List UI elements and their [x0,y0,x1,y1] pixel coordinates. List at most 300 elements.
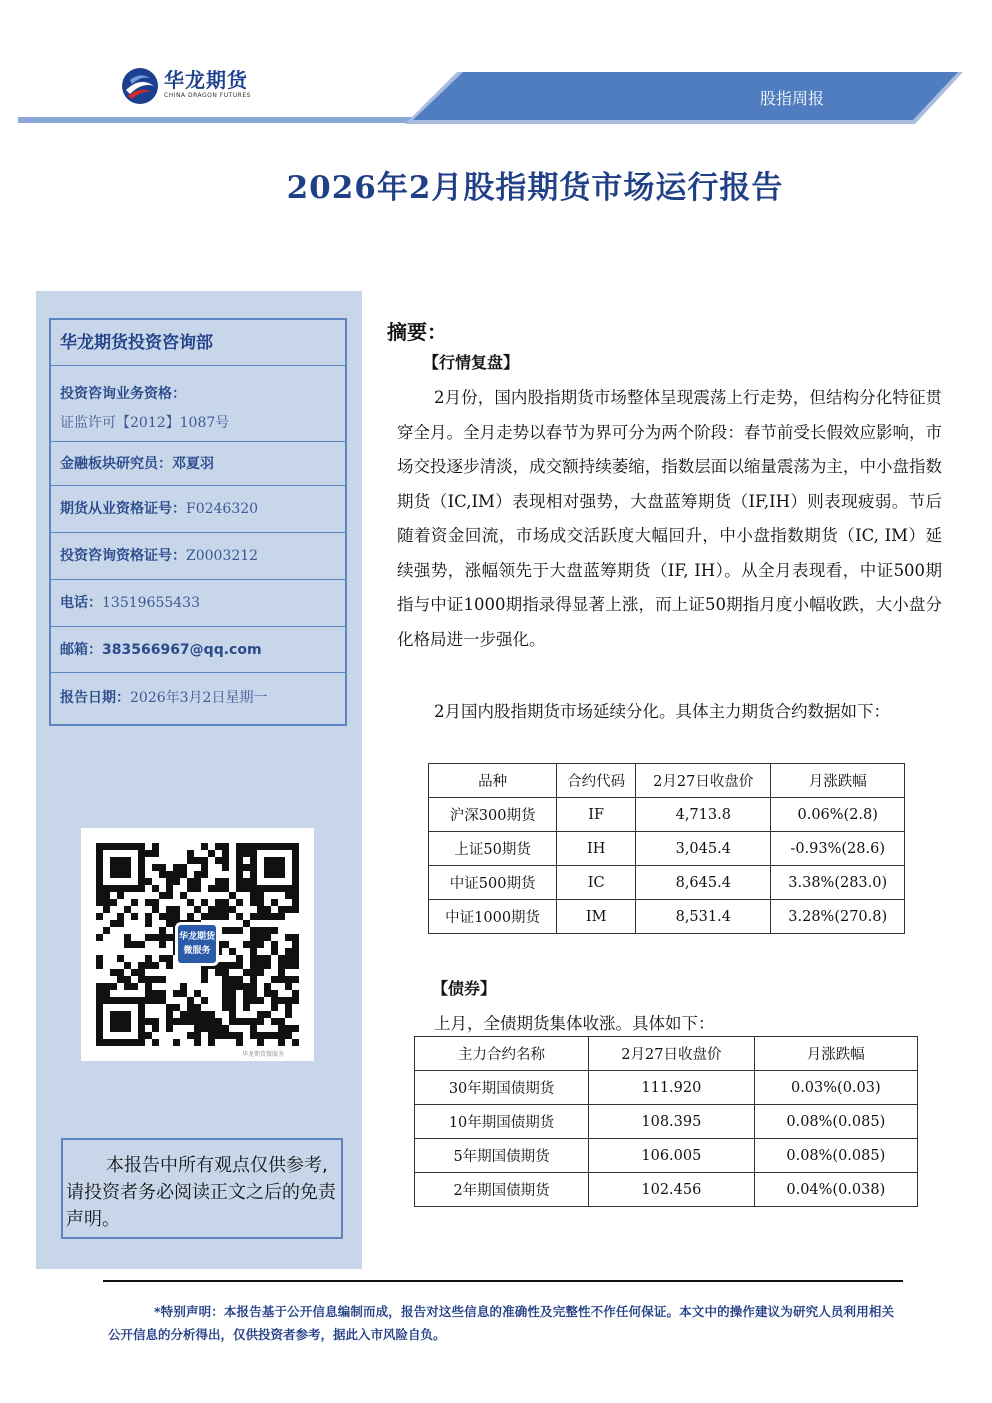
qr-module [180,1011,187,1018]
qr-module [257,892,264,899]
qr-module [159,976,166,983]
qr-module [201,1025,208,1032]
qualification-value: 证监许可【2012】1087号 [60,415,230,431]
qr-module [285,1032,292,1039]
qr-module [236,878,243,885]
qr-module [222,983,229,990]
qr-module [145,962,152,969]
researcher-label: 金融板块研究员： [60,456,172,472]
qr-module [222,1025,229,1032]
col-header: 月涨跌幅 [771,764,905,798]
qr-module [257,906,264,913]
qr-module [131,913,138,920]
qr-module [285,997,292,1004]
qr-module [215,885,222,892]
qr-module [264,990,271,997]
qr-module [103,899,110,906]
table-row [415,1139,918,1173]
qr-module [152,997,159,1004]
qr-module [208,913,215,920]
col-header: 月涨跌幅 [754,1037,917,1071]
qr-module [257,969,264,976]
qr-module [152,976,159,983]
qr-module [257,941,264,948]
table-row [415,1105,918,1139]
qr-module [145,976,152,983]
cell-code: IM [557,900,636,934]
qr-module [229,976,236,983]
qr-module [166,1018,173,1025]
qr-module [243,983,250,990]
qr-module [236,927,243,934]
cell-close: 102.456 [589,1173,755,1207]
qr-module [243,997,250,1004]
bond-paragraph: 上月，全债期货集体收涨。具体如下： [434,1014,715,1033]
qr-module [271,941,278,948]
qr-module [264,927,271,934]
qr-module [222,850,229,857]
qr-module [173,906,180,913]
qr-module [103,990,110,997]
report-type-label: 股指周报 [760,89,825,108]
qr-module [278,997,285,1004]
qr-module [194,1032,201,1039]
cell-product: 沪深300期货 [429,798,557,832]
qr-module [292,906,299,913]
qr-module [96,892,103,899]
qr-module [187,850,194,857]
logo-name-cn: 华龙期货 [164,68,248,92]
qr-module [201,997,208,1004]
qr-module [236,913,243,920]
qr-module [180,983,187,990]
qr-module [201,913,208,920]
cell-close: 111.920 [589,1071,755,1105]
date-value: 2026年3月2日星期一 [130,690,268,706]
qr-module [222,857,229,864]
qr-module [250,948,257,955]
qr-module [278,955,285,962]
qr-module [250,1025,257,1032]
qr-module [285,906,292,913]
qr-module [124,962,131,969]
qr-module [222,878,229,885]
futures-cert-value: F0246320 [186,501,259,517]
page-title: 2026年2月股指期货市场运行报告 [286,170,784,206]
qr-module [250,969,257,976]
qr-module [236,1018,243,1025]
advisory-cert-label: 投资咨询资格证号： [60,548,186,564]
qr-module [257,997,264,1004]
qr-module [243,920,250,927]
cell-close: 108.395 [589,1105,755,1139]
qr-module [250,955,257,962]
qr-module [187,1032,194,1039]
qr-module [285,934,292,941]
qr-module [264,1011,271,1018]
qr-module [159,913,166,920]
qr-module [201,1011,208,1018]
qr-module [96,962,103,969]
qr-module [292,1025,299,1032]
qr-module [222,913,229,920]
qr-module [187,997,194,1004]
qr-module [222,969,229,976]
qr-module [215,899,222,906]
qr-module [166,913,173,920]
qr-module [159,871,166,878]
qr-module [222,976,229,983]
qr-module [271,1032,278,1039]
qr-module [194,878,201,885]
qr-module [103,983,110,990]
qr-module [145,1032,152,1039]
disclaimer-notice-box [61,1138,343,1239]
phone-label: 电话： [60,595,102,611]
qr-module [96,983,103,990]
qr-module [208,1039,215,1046]
qr-module [173,1004,180,1011]
qr-module [222,962,229,969]
email-value[interactable]: 383566967@qq.com [102,642,262,658]
qr-module [103,927,110,934]
qr-module [257,927,264,934]
qr-module [222,1032,229,1039]
qr-module [236,962,243,969]
qr-module [250,1018,257,1025]
qr-module [229,948,236,955]
bond-futures-table [414,1036,918,1207]
qr-module [243,885,250,892]
qr-module [117,969,124,976]
qr-module [271,1004,278,1011]
org-name: 华龙期货投资咨询部 [60,333,213,353]
qr-module [152,1039,159,1046]
futures-cert-label: 期货从业资格证号： [60,501,186,517]
qr-module [243,941,250,948]
qr-module [285,1025,292,1032]
qr-module [124,941,131,948]
qr-module [229,1032,236,1039]
qr-module [159,990,166,997]
table-header-row [415,1037,918,1071]
qr-module [180,864,187,871]
qr-module [194,885,201,892]
qr-module [152,934,159,941]
qr-module [236,850,243,857]
table-row [415,1173,918,1207]
qr-module [271,948,278,955]
cell-code: IH [557,832,636,866]
qr-module [222,864,229,871]
qr-module [250,934,257,941]
qr-module [145,913,152,920]
qr-module [110,899,117,906]
qr-module [145,899,152,906]
qr-module [236,864,243,871]
qr-module [215,969,222,976]
qr-module [173,913,180,920]
email-label: 邮箱： [60,642,102,658]
qr-module [145,1018,152,1025]
qr-module [292,955,299,962]
qr-module [103,906,110,913]
qr-module [222,899,229,906]
market-review-heading: 【行情复盘】 [423,353,520,372]
qr-module [264,906,271,913]
researcher-row [51,442,345,486]
qr-module [166,871,173,878]
qr-center-logo: 华龙期货 微服务 [175,922,219,966]
cell-change: 0.06%(2.8) [771,798,905,832]
col-header: 主力合约名称 [415,1037,589,1071]
qr-module [285,976,292,983]
qr-module [208,885,215,892]
qr-module [159,892,166,899]
qr-module [229,983,236,990]
qr-module [145,878,152,885]
qr-module [222,990,229,997]
qr-module [222,885,229,892]
qr-module [264,934,271,941]
col-header: 合约代码 [557,764,636,798]
qr-module [271,990,278,997]
qr-module [236,976,243,983]
qr-module [264,983,271,990]
qr-module [278,1032,285,1039]
qr-module [166,1004,173,1011]
qr-module [222,997,229,1004]
qr-module [208,1018,215,1025]
qr-module [124,906,131,913]
qr-module [236,1032,243,1039]
advisory-cert-value: Z0003212 [186,548,259,564]
qr-module [201,1018,208,1025]
qr-module [166,962,173,969]
qr-module [243,878,250,885]
qr-module [166,885,173,892]
qr-module [215,1018,222,1025]
qr-module [243,843,250,850]
qr-module [264,913,271,920]
qr-module [145,997,152,1004]
qr-module [278,976,285,983]
cell-code: IF [557,798,636,832]
cell-contract: 2年期国债期货 [415,1173,589,1207]
qr-module [110,983,117,990]
qr-module [166,1025,173,1032]
qr-module [201,864,208,871]
qr-module [250,962,257,969]
qr-module [264,955,271,962]
qr-module [159,997,166,1004]
email-row [51,627,345,673]
qr-module [250,976,257,983]
date-label: 报告日期： [60,690,130,706]
qr-module [138,962,145,969]
qr-module [229,1011,236,1018]
qr-module [229,892,236,899]
qr-module [201,899,208,906]
qr-module [166,934,173,941]
qr-module [152,864,159,871]
analyst-info-box [49,318,347,726]
qr-module [271,899,278,906]
qr-module [257,1018,264,1025]
qr-module [145,934,152,941]
qr-module [278,913,285,920]
col-header: 2月27日收盘价 [589,1037,755,1071]
table-row [415,1071,918,1105]
qr-module [152,899,159,906]
qr-module [131,941,138,948]
header-band [405,72,963,124]
qr-module [292,948,299,955]
cell-change: 0.03%(0.03) [754,1071,917,1105]
qr-module [110,920,117,927]
qr-module [229,962,236,969]
qr-module [96,990,103,997]
bond-heading: 【债券】 [432,979,497,998]
qr-module [159,864,166,871]
qr-module [257,1039,264,1046]
abstract-heading: 摘要： [387,320,447,344]
footer-disclaimer: *特别声明：本报告基于公开信息编制而成，报告对这些信息的准确性及完整性不作任何保证。本文中的操作建议为研究人员利用相关公开信息的分析得出，仅供投资者参考，据此入市风险自负。 [108,1304,894,1342]
qr-module [173,878,180,885]
qr-module [236,857,243,864]
qr-module [250,997,257,1004]
qr-module [285,962,292,969]
qr-module [96,955,103,962]
qr-module [208,1011,215,1018]
qr-module [271,913,278,920]
cell-product: 中证1000期货 [429,900,557,934]
qr-module [194,1004,201,1011]
qr-module [285,955,292,962]
qr-module [187,1011,194,1018]
advisory-cert-row [51,533,345,580]
qr-module [159,955,166,962]
company-logo [120,62,260,110]
cell-product: 上证50期货 [429,832,557,866]
cell-close: 3,045.4 [636,832,771,866]
qr-module [173,864,180,871]
col-header: 品种 [429,764,557,798]
qr-module [229,997,236,1004]
qr-module [257,962,264,969]
qr-module [96,913,103,920]
qr-module [187,913,194,920]
qr-module [194,906,201,913]
col-header: 2月27日收盘价 [636,764,771,798]
qr-module [145,983,152,990]
qr-module [236,1039,243,1046]
qr-module [152,843,159,850]
qr-module [159,941,166,948]
qr-module [215,878,222,885]
qr-module [236,871,243,878]
qr-module [96,934,103,941]
qr-module [285,892,292,899]
qr-module [187,878,194,885]
qr-module [194,1039,201,1046]
dragon-logo-icon [120,66,160,106]
qr-module [222,843,229,850]
qr-module [201,843,208,850]
qr-module [180,871,187,878]
qr-module [117,920,124,927]
qr-module [229,990,236,997]
table-row [429,900,905,934]
qr-module [250,1032,257,1039]
qr-module [278,906,285,913]
market-review-paragraph: 2月份，国内股指期货市场整体呈现震荡上行走势，但结构分化特征贯穿全月。全月走势以春节为界可分为两个阶段：春节前受长假效应影响，市场交投逐步清淡，成交额持续萎缩，指数层面以缩量震荡为主，中小盘指数期货（IC,IM）表现相对强势，大盘蓝筹期货（IF,IH）则表现疲弱。节后随着资金回流，市场成交活跃度大幅回升，中小盘指数期货（IC, IM）延续强势，涨幅领先于大盘蓝筹期货（IF, IH）。从全月表现看，中证500期指与中证1000期指录得显著上涨，而上证50期指月度小幅收跌，大小盘分化格局进一步强化。 [397,388,942,649]
qr-module [243,969,250,976]
qr-module [110,969,117,976]
qr-module [257,1032,264,1039]
qr-module [152,850,159,857]
index-futures-intro: 2月国内股指期货市场延续分化。具体主力期货合约数据如下： [434,702,890,721]
researcher-value: 邓夏羽 [172,456,214,472]
qr-module [194,1011,201,1018]
qr-module [222,906,229,913]
qr-module [292,941,299,948]
qr-module [103,892,110,899]
qr-module [145,990,152,997]
qr-module [243,1004,250,1011]
qr-module [271,997,278,1004]
qualification-row [51,366,345,442]
qr-module [278,962,285,969]
qr-module [257,1011,264,1018]
qr-module [250,927,257,934]
qr-module [257,934,264,941]
qr-module [229,927,236,934]
qr-module [264,1032,271,1039]
qr-module [194,1025,201,1032]
qr-module [208,906,215,913]
qr-module [173,1039,180,1046]
qr-module [264,962,271,969]
qr-module [152,1018,159,1025]
org-row [51,320,345,366]
qr-finder-pattern [110,1011,131,1032]
cell-close: 4,713.8 [636,798,771,832]
qr-module [278,1039,285,1046]
qr-module [292,1039,299,1046]
qr-module [117,976,124,983]
qr-module [257,899,264,906]
cell-close: 8,645.4 [636,866,771,900]
qr-module [201,969,208,976]
qr-module [215,1025,222,1032]
qr-module [292,997,299,1004]
qr-module [250,899,257,906]
qr-module [278,1018,285,1025]
qr-module [152,962,159,969]
qr-module [222,1004,229,1011]
qr-module [180,990,187,997]
cell-change: -0.93%(28.6) [771,832,905,866]
qr-module [292,976,299,983]
qr-module [152,885,159,892]
qr-module [236,885,243,892]
qr-module [180,1018,187,1025]
qr-module [236,983,243,990]
qr-module [292,892,299,899]
qr-module [117,955,124,962]
qr-module [257,955,264,962]
